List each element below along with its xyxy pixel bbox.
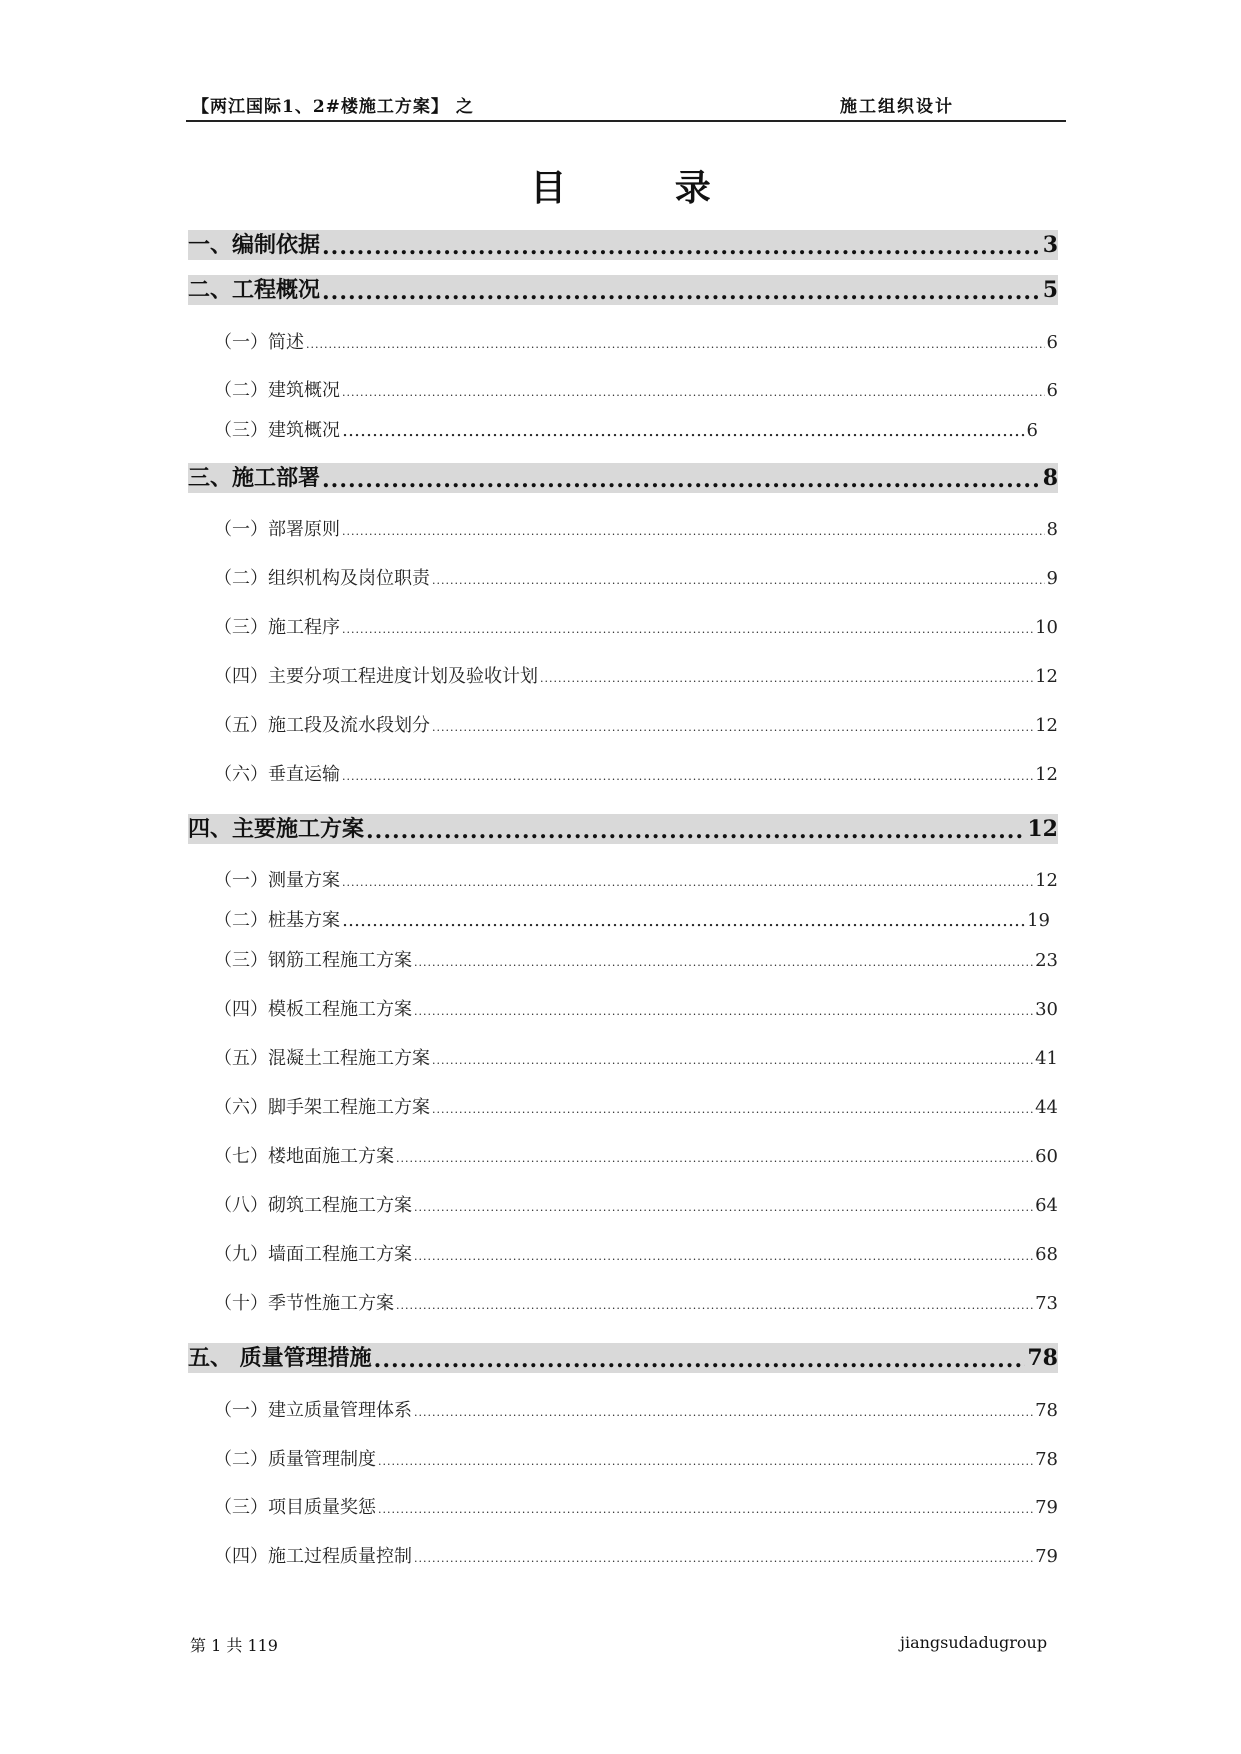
toc-label: （五）混凝土工程施工方案 bbox=[214, 1048, 430, 1069]
toc-label: （二）质量管理制度 bbox=[214, 1449, 376, 1470]
toc-leader bbox=[342, 872, 1033, 894]
toc-leader bbox=[396, 1295, 1033, 1317]
toc-label: （三）项目质量奖惩 bbox=[214, 1497, 376, 1518]
toc-section-1[interactable] bbox=[188, 230, 1058, 260]
footer-page-number: 第 1 共 119 bbox=[190, 1636, 278, 1655]
toc-leader bbox=[414, 1246, 1033, 1268]
toc-label: 五、 质量管理措施 bbox=[188, 1345, 372, 1371]
toc-section-3[interactable] bbox=[188, 463, 1058, 493]
toc-leader bbox=[432, 1050, 1033, 1072]
toc-label: 一、编制依据 bbox=[188, 232, 321, 258]
toc-subsection-2-2[interactable] bbox=[214, 378, 1058, 404]
toc-subsection-3-3[interactable] bbox=[214, 615, 1058, 641]
toc-page: 6 bbox=[1026, 420, 1038, 441]
header-document-name: 【两江国际1、2#楼施工方案】 之 bbox=[192, 97, 474, 117]
toc-subsection-4-8[interactable] bbox=[214, 1193, 1058, 1219]
toc-subsection-4-10[interactable] bbox=[214, 1291, 1058, 1317]
footer-company: jiangsudadugroup bbox=[900, 1633, 1048, 1652]
toc-label: （七）楼地面施工方案 bbox=[214, 1146, 394, 1167]
toc-subsection-3-2[interactable] bbox=[214, 566, 1058, 592]
toc-subsection-4-9[interactable] bbox=[214, 1242, 1058, 1268]
toc-page: 79 bbox=[1035, 1546, 1058, 1567]
toc-leader bbox=[396, 1148, 1033, 1170]
toc-label: （九）墙面工程施工方案 bbox=[214, 1244, 412, 1265]
toc-page: 8 bbox=[1042, 465, 1058, 491]
toc-label: （三）施工程序 bbox=[214, 617, 340, 638]
toc-leader bbox=[414, 1548, 1033, 1570]
toc-page: 9 bbox=[1046, 568, 1058, 589]
toc-leader bbox=[414, 1197, 1033, 1219]
toc-page: 78 bbox=[1027, 1345, 1058, 1371]
toc-label: （一）简述 bbox=[214, 332, 304, 353]
toc-page: 79 bbox=[1035, 1497, 1058, 1518]
toc-label: （六）垂直运输 bbox=[214, 764, 340, 785]
toc-subsection-4-5[interactable] bbox=[214, 1046, 1058, 1072]
toc-page: 73 bbox=[1035, 1293, 1058, 1314]
toc-leader bbox=[374, 1347, 1026, 1373]
toc-section-4[interactable] bbox=[188, 814, 1058, 844]
toc-label: （二）组织机构及岗位职责 bbox=[214, 568, 430, 589]
toc-leader bbox=[414, 1001, 1033, 1023]
toc-leader bbox=[342, 521, 1045, 543]
toc-page: 78 bbox=[1035, 1449, 1058, 1470]
toc-subsection-4-1[interactable] bbox=[214, 868, 1058, 894]
toc-subsection-4-7[interactable] bbox=[214, 1144, 1058, 1170]
toc-page: 8 bbox=[1046, 519, 1058, 540]
toc-subsection-5-2[interactable] bbox=[214, 1447, 1058, 1473]
toc-leader bbox=[378, 1499, 1033, 1521]
header-section-name: 施工组织设计 bbox=[840, 97, 954, 117]
toc-leader bbox=[414, 952, 1033, 974]
toc-page: 12 bbox=[1035, 870, 1058, 891]
toc-leader bbox=[306, 334, 1045, 356]
toc-leader bbox=[414, 1402, 1033, 1424]
toc-section-2[interactable] bbox=[188, 275, 1058, 305]
toc-page: 3 bbox=[1042, 232, 1058, 258]
toc-page: 10 bbox=[1035, 617, 1058, 638]
toc-leader bbox=[342, 766, 1033, 788]
toc-page: 6 bbox=[1046, 332, 1058, 353]
toc-label: （五）施工段及流水段划分 bbox=[214, 715, 430, 736]
page-title: 目 录 bbox=[530, 167, 759, 209]
toc-subsection-3-1[interactable] bbox=[214, 517, 1058, 543]
toc-label: 二、工程概况 bbox=[188, 277, 321, 303]
toc-page: 12 bbox=[1035, 666, 1058, 687]
toc-label: （十）季节性施工方案 bbox=[214, 1293, 394, 1314]
toc-page: 60 bbox=[1035, 1146, 1058, 1167]
toc-leader bbox=[342, 908, 1025, 934]
toc-page: 23 bbox=[1035, 950, 1058, 971]
toc-label: 三、施工部署 bbox=[188, 465, 321, 491]
toc-label: （六）脚手架工程施工方案 bbox=[214, 1097, 430, 1118]
toc-label: （八）砌筑工程施工方案 bbox=[214, 1195, 412, 1216]
toc-label: （四）施工过程质量控制 bbox=[214, 1546, 412, 1567]
toc-leader bbox=[342, 382, 1045, 404]
toc-label: （二）桩基方案 bbox=[214, 910, 340, 931]
toc-page: 5 bbox=[1042, 277, 1058, 303]
toc-label: （三）建筑概况 bbox=[214, 420, 340, 441]
toc-leader bbox=[432, 717, 1033, 739]
toc-page: 12 bbox=[1035, 764, 1058, 785]
toc-page: 19 bbox=[1027, 910, 1050, 931]
toc-subsection-2-3[interactable] bbox=[214, 418, 1038, 444]
toc-label: （四）模板工程施工方案 bbox=[214, 999, 412, 1020]
toc-leader bbox=[322, 467, 1041, 493]
toc-label: （一）测量方案 bbox=[214, 870, 340, 891]
toc-label: （一）部署原则 bbox=[214, 519, 340, 540]
toc-page: 12 bbox=[1027, 816, 1058, 842]
toc-label: （四）主要分项工程进度计划及验收计划 bbox=[214, 666, 538, 687]
toc-leader bbox=[322, 279, 1041, 305]
toc-leader bbox=[432, 570, 1045, 592]
toc-page: 68 bbox=[1035, 1244, 1058, 1265]
toc-subsection-4-4[interactable] bbox=[214, 997, 1058, 1023]
toc-subsection-4-2[interactable] bbox=[214, 908, 1050, 934]
toc-page: 78 bbox=[1035, 1400, 1058, 1421]
toc-subsection-3-6[interactable] bbox=[214, 762, 1058, 788]
toc-label: （一）建立质量管理体系 bbox=[214, 1400, 412, 1421]
toc-label: （三）钢筋工程施工方案 bbox=[214, 950, 412, 971]
toc-leader bbox=[342, 619, 1033, 641]
toc-leader bbox=[540, 668, 1033, 690]
toc-subsection-3-4[interactable] bbox=[214, 664, 1058, 690]
toc-subsection-2-1[interactable] bbox=[214, 330, 1058, 356]
page-header bbox=[186, 88, 1066, 122]
toc-leader bbox=[366, 818, 1025, 844]
toc-leader bbox=[378, 1451, 1033, 1473]
toc-subsection-5-3[interactable] bbox=[214, 1495, 1058, 1521]
toc-page: 64 bbox=[1035, 1195, 1058, 1216]
toc-subsection-4-6[interactable] bbox=[214, 1095, 1058, 1121]
toc-label: （二）建筑概况 bbox=[214, 380, 340, 401]
toc-subsection-4-3[interactable] bbox=[214, 948, 1058, 974]
toc-page: 12 bbox=[1035, 715, 1058, 736]
toc-leader bbox=[322, 234, 1041, 260]
toc-leader bbox=[432, 1099, 1033, 1121]
toc-subsection-5-4[interactable] bbox=[214, 1544, 1058, 1570]
toc-subsection-5-1[interactable] bbox=[214, 1398, 1058, 1424]
toc-page: 6 bbox=[1046, 380, 1058, 401]
toc-label: 四、主要施工方案 bbox=[188, 816, 365, 842]
toc-section-5[interactable] bbox=[188, 1343, 1058, 1373]
toc-page: 44 bbox=[1035, 1097, 1058, 1118]
toc-subsection-3-5[interactable] bbox=[214, 713, 1058, 739]
toc-page: 30 bbox=[1035, 999, 1058, 1020]
toc-leader bbox=[342, 418, 1025, 444]
toc-page: 41 bbox=[1035, 1048, 1058, 1069]
